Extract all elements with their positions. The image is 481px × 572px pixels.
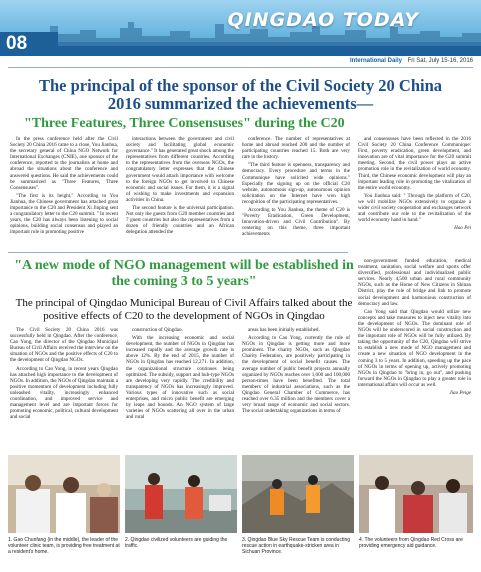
- article1-column-3: [242, 136, 350, 240]
- paragraph: The Civil Society 20 China 2016 was successfully held in Qingdao. After the conference, Cao Yong, the director of the Qingdao Municipal Bureau of Civil Affairs received the interview on the situation of NGOs and the positive effects of C20 to the development of Qingdao NGOs.: [10, 327, 118, 364]
- photo-strip: [8, 455, 473, 533]
- page-number: 08: [0, 32, 58, 56]
- paragraph: non-government funded education, medical treatment, sanitation, social welfare and sports offer diversified, professional and individualized public services. Nearly 4,500 urban and rural community NGOs, such as the Home of New Citizens in Shinan District, play the role of bridge and link to promote social development and harmonious construction of democracy and law.: [358, 258, 471, 307]
- article1-byline: Hao Pei: [454, 225, 471, 232]
- paragraph: In the press conference held after the Civil Society 20 China 2016 came to a close, You Jianhua, the secretary general of China NGO Network for International Exchanges (CNIE), one sponsor of the conference, reported to the journalists at home and abroad the situations about the conference and answered questions. He said the achievements could be summarized as "Three Features, Three Consensuses".: [10, 136, 118, 191]
- article-headline: The principal of the sponsor of the Civil Society 20 China 2016 summarized the achievements—: [38, 76, 443, 113]
- paragraph: Cao Yong said that Qingdao would utilize new concepts and take measures to inject new vitality into the development of NGOs. The dominant role of NGOs will be underscored in social construction and the important role of NGOs will be fully utilized. By taking the opportunity of the C20, Qingdao will strive to establish a new mode of NGO management and create a new situation of NGO development in the coming 3 to 5 years. In addition, speeding up the pace of NGOs in terms of opening up, actively promoting NGOs in Qingdao to "bring in, go out", and pushing forward the NGOs in Qingdao to play a greater role in international affairs will occur as well.: [358, 308, 471, 388]
- photo-2-traffic-volunteers: [125, 455, 237, 533]
- article1-column-1: [10, 136, 118, 238]
- paragraph: According to Cao Yong, currently the role of NGOs in Qingdao is getting more and more prominent. The charity NGOs, such as Qingdao Charity Federation, are positively participating in the development of social benefit causes. The average number of public benefit projects annually organized by NGOs reaches over 1,000 and 100,000 person-times have been benefited. The total members of industrial associations, such as the Qingdao General Chamber of Commerce, has reached over 6.35 million and the members cover a very broad range of economic and social sectors. The social undertaking organizations in terms of: [242, 335, 350, 415]
- article2-column-2: [126, 327, 234, 422]
- paragraph: You Jianhua said: " Through the platform of C20, we will mobilize NGOs extensively to organize a wider civil society cooperation and exchanges network and contribute our role to the revitalization of the world economy hand in hand.": [358, 192, 471, 224]
- photo-3-rescue-team: [242, 455, 354, 533]
- article2-byline: Jiao Peige: [449, 389, 471, 396]
- article2-subheadline: The principal of Qingdao Municipal Bureau of Civil Affairs talked about the positive effects of C20 to the development of NGOs in Qingdao: [15, 297, 353, 322]
- header-divider: [8, 67, 473, 68]
- photo-caption-1: 1. Gao Chunfang (in the middle), the leader of the volunteer clinic team, is providing free treatment at a resident's home.: [8, 537, 120, 555]
- photo-1-volunteer-clinic: [8, 455, 120, 533]
- article2-column-3: [242, 327, 350, 416]
- article2-column-1: [10, 327, 118, 422]
- article-divider: [8, 252, 348, 253]
- newspaper-brand-logo: QINGDAO TODAY: [227, 9, 419, 31]
- paragraph: areas has been initially established.: [248, 327, 320, 333]
- paragraph: conference. The number of representatives at home and abroad reached 200 and the number of participating countries reached 15. Both are very rare in the history.: [242, 136, 350, 161]
- paragraph: interactions between the government and civil society and facilitating global economic governance." It has generated great shock among the representatives from different countries. According to the representatives from the overseas NGOs, the congratulatory letter expresses that the Chinese government would attach importance with welcome to the foreign NGOs to get involved in Chinese economic and social issues. For them, it is a signal of wishing to make investments and expansion activities in China.: [126, 136, 234, 203]
- article1-column-2: [126, 136, 234, 238]
- photo-caption-4: 4. The volunteers from Qingdao Red Cross are providing emergency aid guidance.: [359, 537, 463, 549]
- article2-column-4: [358, 258, 471, 396]
- article2-quote-headline: "A new mode of NGO management will be established in the coming 3 to 5 years": [14, 258, 354, 289]
- photo-caption-3: 3. Qingdao Blue Sky Rescue Team is conducting rescue action in earthquake-stricken area in Sichuan Province.: [242, 537, 351, 555]
- issue-date: Fri Sat, July 15-16, 2016: [407, 58, 473, 64]
- article1-column-4: [358, 136, 471, 231]
- paragraph: With the increasing economic and social development, the number of NGOs in Qingdao has increased rapidly and the average growth rate is above 12%. By the end of 2015, the number of NGOs in Qingdao has reached 12,271. In addition, the organizational structure continues being optimized. The subsidy, support and hub-type NGOs are developing very rapidly. The credibility and transparency of NGOs has increasingly improved. Various types of innovative such as social enterprises, and micro public benefit are emerging by leaps and bounds. An NGO system of large varieties of NGOs scattering all over in the urban and rural: [126, 335, 234, 421]
- photo-4-red-cross-volunteers: [359, 455, 473, 533]
- paragraph: construction of Qingdao.: [132, 327, 183, 333]
- paragraph: According to You Jianhua, the theme of C20 is "Poverty Eradication, Green Development, Innovation-driven and Civil Contribution". By centering on this theme, three important achievements: [242, 207, 350, 238]
- paragraph: The second feature is the universal participation. Not only the guests from G20 member countries and 7 guest countries but also the representatives from a dozen of friendly countries and an African delegation attended the: [126, 205, 234, 236]
- section-label: International Daily: [349, 58, 402, 64]
- paragraph: "The first is its height," According to You Jianhua, the Chinese government has attached great importance to the C20 and President Xi Jinping sent a congratulatory letter to the C20 summit. " In recent years, the C20 has always been listening to social opinions, building social consensus and played an important role in promoting positive: [10, 192, 118, 236]
- paragraph: "The third feature is openness, transparency and democracy. Every procedure and terms in the Communique have solicited wide opinions." Especially the signing up on the official C20 website, autonomous sign-up, autonomous opinion solicitation on the Internet have won high recognition of the participating representatives.: [242, 162, 350, 205]
- photo-caption-2: 2. Qingdao civilized volunteers are guiding the traffic.: [125, 537, 228, 549]
- paragraph: and consensuses have been reflected in the 2016 Civil Society 20 China Conference Communique: First, poverty eradication, green development, and innovation are of vital importance for the G20 summit meeting. Second, the civil power plays an active promotion role in the revitalization of world economy. Third, the Chinese economic development will play an important leading role in promoting the vitalization of the entire world economy.: [358, 136, 471, 191]
- paragraph: According to Cao Yong, in recent years Qingdao has attached high importance to the development of NGOs. In addition, the NGOs of Qingdao maintain a positive momentum of development including fully unleashed vitality, increasingly enhanced coordination, and improved service and management level and are important forces for promoting economic, political, cultural development and social: [10, 365, 118, 421]
- article-subheadline: "Three Features, Three Consensuses" during the C20: [24, 116, 345, 131]
- issue-date-line: [350, 58, 473, 64]
